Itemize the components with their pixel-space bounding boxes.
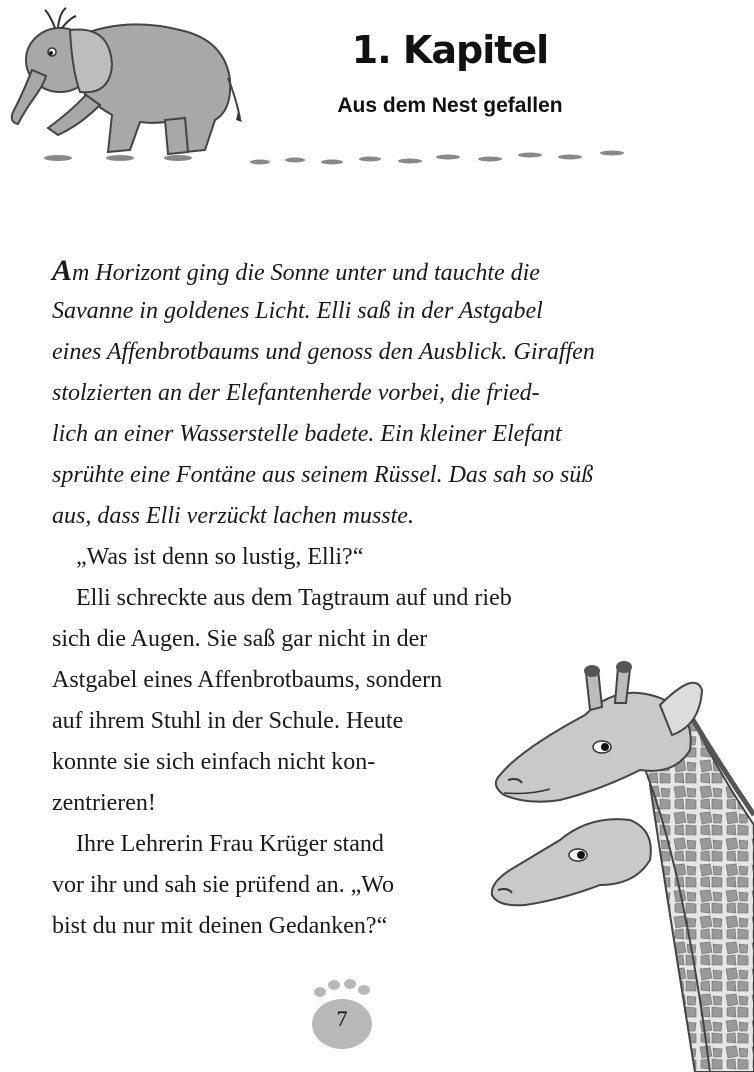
page-number: 7 (336, 1006, 348, 1031)
para-line-4: Astgabel eines Affenbrotbaums, sondern (52, 667, 443, 693)
para-line-6: konnte sie sich einfach nicht kon- (52, 749, 376, 775)
para-line-2: Elli schreckte aus dem Tagtraum auf und rieb (76, 585, 512, 611)
intro-line-3: eines Affenbrotbaums und genoss den Ausblick. Giraffen (52, 339, 595, 365)
chapter-title: 1. Kapitel (351, 28, 549, 72)
intro-line-1-text: m Horizont ging die Sonne unter und tauchte die (72, 260, 540, 286)
chapter-subtitle: Aus dem Nest gefallen (337, 94, 563, 117)
intro-line-1 (52, 250, 540, 294)
page-number-paw (306, 978, 382, 1050)
para-line-9: vor ihr und sah sie prüfend an. „Wo (52, 872, 394, 898)
intro-line-4: stolzierten an der Elefantenherde vorbei, die fried- (52, 380, 540, 406)
giraffes-illustration (490, 655, 754, 1072)
intro-line-2: Savanne in goldenes Licht. Elli saß in der Astgabel (52, 298, 543, 324)
para-line-7: zentrieren! (52, 790, 156, 816)
elephant-illustration (0, 0, 250, 170)
intro-line-6: sprühte eine Fontäne aus seinem Rüssel. Das sah so süß (52, 462, 594, 488)
para-line-8: Ihre Lehrerin Frau Krüger stand (76, 831, 384, 857)
intro-line-7: aus, dass Elli verzückt lachen musste. (52, 503, 414, 529)
drop-cap: A (52, 254, 73, 287)
dialogue-line: „Was ist denn so lustig, Elli?“ (76, 544, 364, 570)
para-line-5: auf ihrem Stuhl in der Schule. Heute (52, 708, 404, 734)
footprints-trail (240, 140, 640, 180)
para-line-10: bist du nur mit deinen Gedanken?“ (52, 913, 388, 939)
para-line-3: sich die Augen. Sie saß gar nicht in der (52, 626, 428, 652)
intro-line-5: lich an einer Wasserstelle badete. Ein kleiner Elefant (52, 421, 562, 447)
